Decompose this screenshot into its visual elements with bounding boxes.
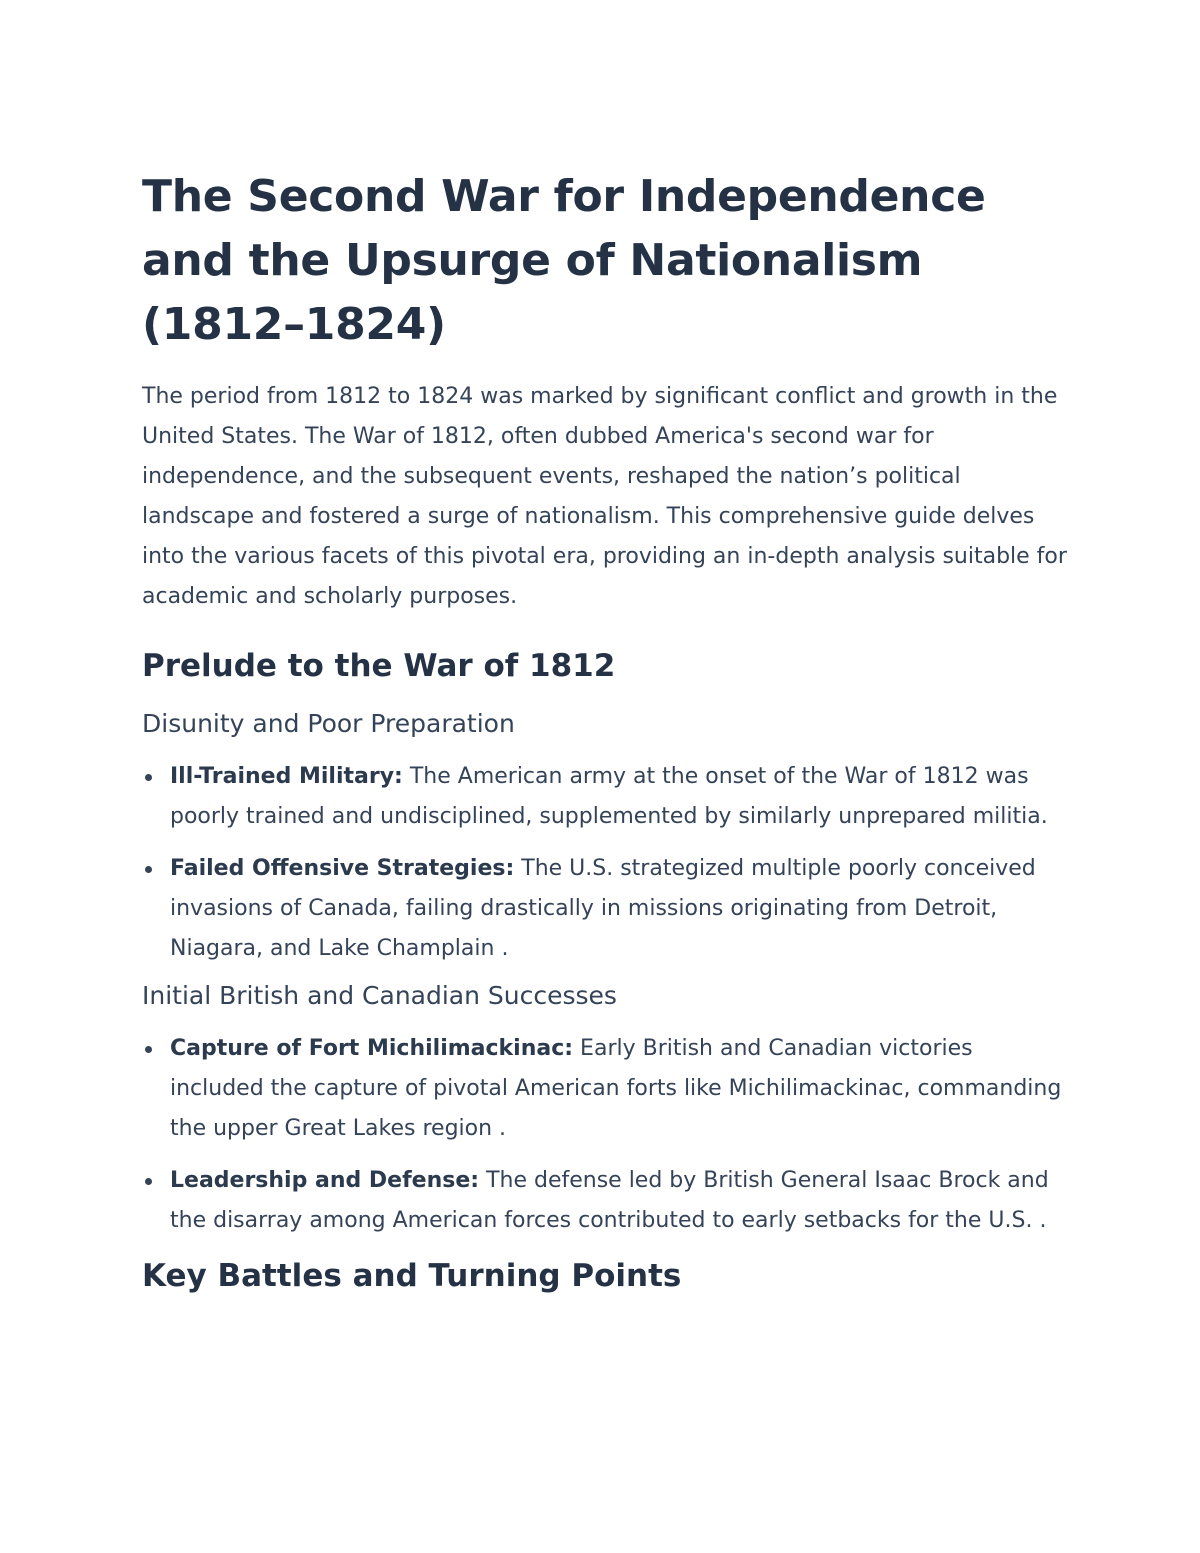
list-item: [142, 849, 1067, 969]
document-page: [142, 165, 1067, 1299]
section-heading-prelude: Prelude to the War of 1812: [142, 648, 616, 684]
list-item-term: Failed Offensive Strategies:: [170, 856, 515, 881]
list-item: [142, 757, 1067, 837]
bullet-icon: [145, 1178, 152, 1185]
bullet-list-disunity: [142, 757, 1067, 969]
list-item: [142, 1161, 1067, 1241]
list-item-term: Ill-Trained Military:: [170, 764, 403, 789]
list-item-text: The American army at the onset of the War of 1812 was poorly trained and undisciplined, supplemented by similarly unprepared militia.: [170, 764, 1048, 829]
bullet-icon: [145, 774, 152, 781]
section-heading-key-battles: Key Battles and Turning Points: [142, 1258, 682, 1294]
list-item-term: Leadership and Defense:: [170, 1168, 480, 1193]
intro-paragraph: The period from 1812 to 1824 was marked by significant conflict and growth in the United States. The War of 1812, often dubbed America's second war for independence, and the subsequent events, reshaped the nation’s political landscape and fostered a surge of nationalism. This comprehensive guide delves into the various facets of this pivotal era, providing an in-depth analysis suitable for academic and scholarly purposes.: [142, 384, 1067, 609]
list-item-term: Capture of Fort Michilimackinac:: [170, 1036, 574, 1061]
bullet-icon: [145, 1046, 152, 1053]
page-title: The Second War for Independence and the Upsurge of Nationalism (1812–1824): [142, 171, 986, 350]
subsection-heading-disunity: Disunity and Poor Preparation: [142, 709, 515, 738]
bullet-icon: [145, 866, 152, 873]
list-item-text: Early British and Canadian victories included the capture of pivotal American forts like Michilimackinac, commanding the upper Great Lakes region .: [170, 1036, 1062, 1141]
list-item: [142, 1029, 1067, 1149]
subsection-heading-initial-successes: Initial British and Canadian Successes: [142, 981, 617, 1010]
list-item-text: The U.S. strategized multiple poorly conceived invasions of Canada, failing drastically in missions originating from Detroit, Niagara, and Lake Champlain .: [170, 856, 1036, 961]
list-item-text: The defense led by British General Isaac Brock and the disarray among American forces contributed to early setbacks for the U.S. .: [170, 1168, 1049, 1233]
bullet-list-initial-successes: [142, 1029, 1067, 1241]
